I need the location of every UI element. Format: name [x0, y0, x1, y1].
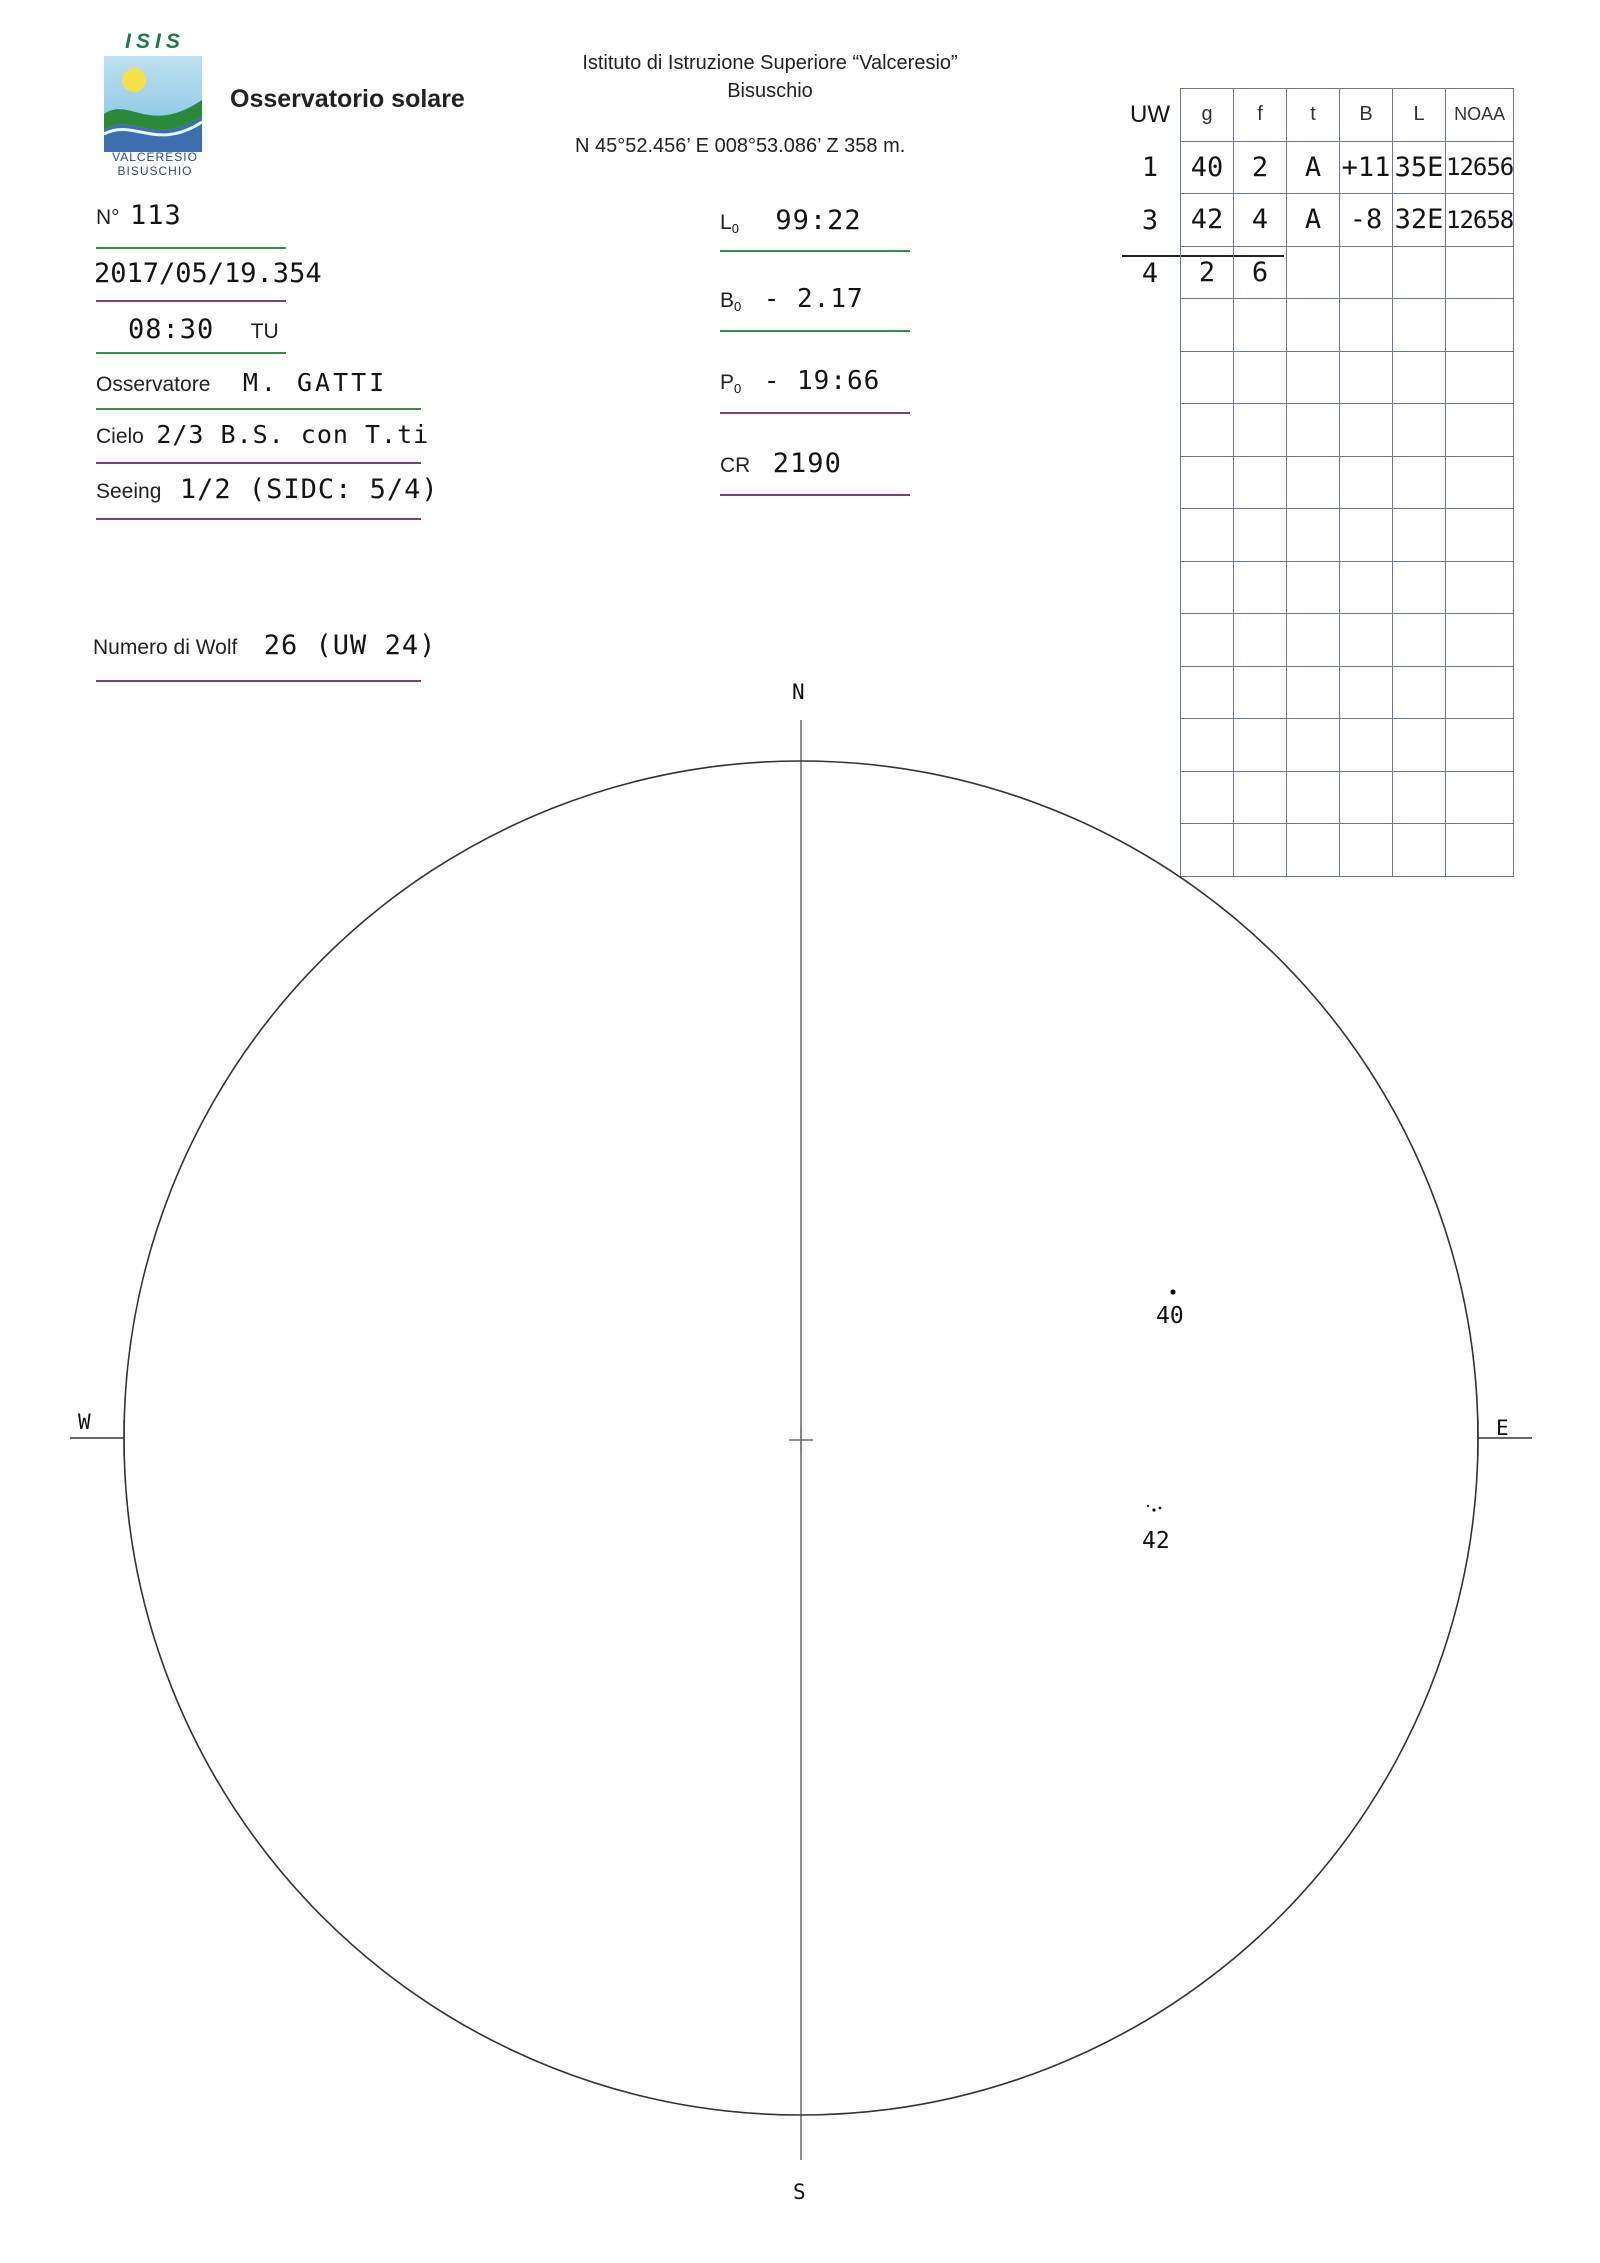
- p0-subscript: 0: [734, 381, 742, 397]
- table-cell: 12658: [1446, 194, 1514, 247]
- p0-value: - 19:66: [763, 366, 881, 396]
- seeing-value: 1/2 (SIDC: 5/4): [179, 474, 439, 505]
- p0-label: P: [720, 371, 735, 394]
- uw-value: 4: [1141, 258, 1159, 289]
- sky-label: Cielo: [96, 425, 144, 448]
- column-header: f: [1234, 89, 1287, 142]
- table-cell: 35E: [1393, 141, 1446, 194]
- table-cell: 2: [1234, 141, 1287, 194]
- b0-subscript: 0: [734, 299, 742, 315]
- north-label: N: [792, 680, 805, 704]
- logo-subtitle-2: BISUSCHIO: [117, 164, 193, 178]
- logo-subtitle-1: VALCERESIO: [112, 150, 198, 164]
- column-header: L: [1393, 89, 1446, 142]
- table-cell: A: [1287, 141, 1340, 194]
- table-cell: A: [1287, 194, 1340, 247]
- institute-name: Istituto di Istruzione Superiore “Valceresio”: [582, 52, 958, 74]
- observer-label: Osservatore: [96, 373, 211, 396]
- l0-subscript: 0: [731, 221, 739, 237]
- column-header: B: [1340, 89, 1393, 142]
- column-header: t: [1287, 89, 1340, 142]
- l0-value: 99:22: [775, 205, 862, 236]
- group-40-label: 40: [1156, 1303, 1184, 1329]
- sunspot-group-42: [1159, 1507, 1162, 1510]
- table-cell: +11: [1340, 141, 1393, 194]
- table-cell: 6: [1234, 246, 1287, 299]
- group-42-label: 42: [1142, 1528, 1170, 1554]
- table-cell: 42: [1181, 194, 1234, 247]
- sunspot-group-40: [1170, 1289, 1175, 1294]
- sunspot-group-42: [1147, 1505, 1149, 1507]
- east-label: E: [1496, 1416, 1509, 1440]
- column-header: NOAA: [1446, 89, 1514, 142]
- time-unit: TU: [250, 320, 279, 343]
- logo-title: ISIS: [125, 30, 185, 53]
- page-title: Osservatorio solare: [230, 85, 465, 113]
- date-value: 2017/05/19.354: [94, 258, 322, 289]
- table-cell: -8: [1340, 194, 1393, 247]
- l0-label: L: [720, 211, 732, 234]
- sunspot-group-42: [1152, 1508, 1155, 1511]
- west-label: W: [78, 1410, 91, 1434]
- south-label: S: [793, 2180, 806, 2204]
- table-cell: 4: [1234, 194, 1287, 247]
- cr-label: CR: [720, 454, 751, 477]
- number-value: 113: [130, 200, 182, 231]
- wolf-number-value: 26 (UW 24): [263, 630, 437, 661]
- number-label: N°: [96, 206, 120, 229]
- cr-value: 2190: [772, 448, 842, 479]
- table-cell: 2: [1181, 246, 1234, 299]
- uw-header: UW: [1130, 100, 1170, 128]
- b0-value: - 2.17: [763, 284, 864, 314]
- uw-value: 3: [1141, 205, 1159, 236]
- institute-location: Bisuschio: [727, 80, 813, 102]
- sky-value: 2/3 B.S. con T.ti: [156, 420, 430, 449]
- table-cell: 40: [1181, 141, 1234, 194]
- b0-label: B: [720, 289, 735, 312]
- table-cell: 12656: [1446, 141, 1514, 194]
- observer-value: M. GATTI: [242, 368, 388, 397]
- table-cell: 32E: [1393, 194, 1446, 247]
- wolf-number-label: Numero di Wolf: [93, 636, 238, 659]
- uw-value: 1: [1141, 152, 1159, 183]
- observatory-coordinates: N 45°52.456’ E 008°53.086’ Z 358 m.: [575, 135, 906, 157]
- column-header: g: [1181, 89, 1234, 142]
- seeing-label: Seeing: [96, 480, 162, 503]
- time-value: 08:30: [128, 314, 215, 345]
